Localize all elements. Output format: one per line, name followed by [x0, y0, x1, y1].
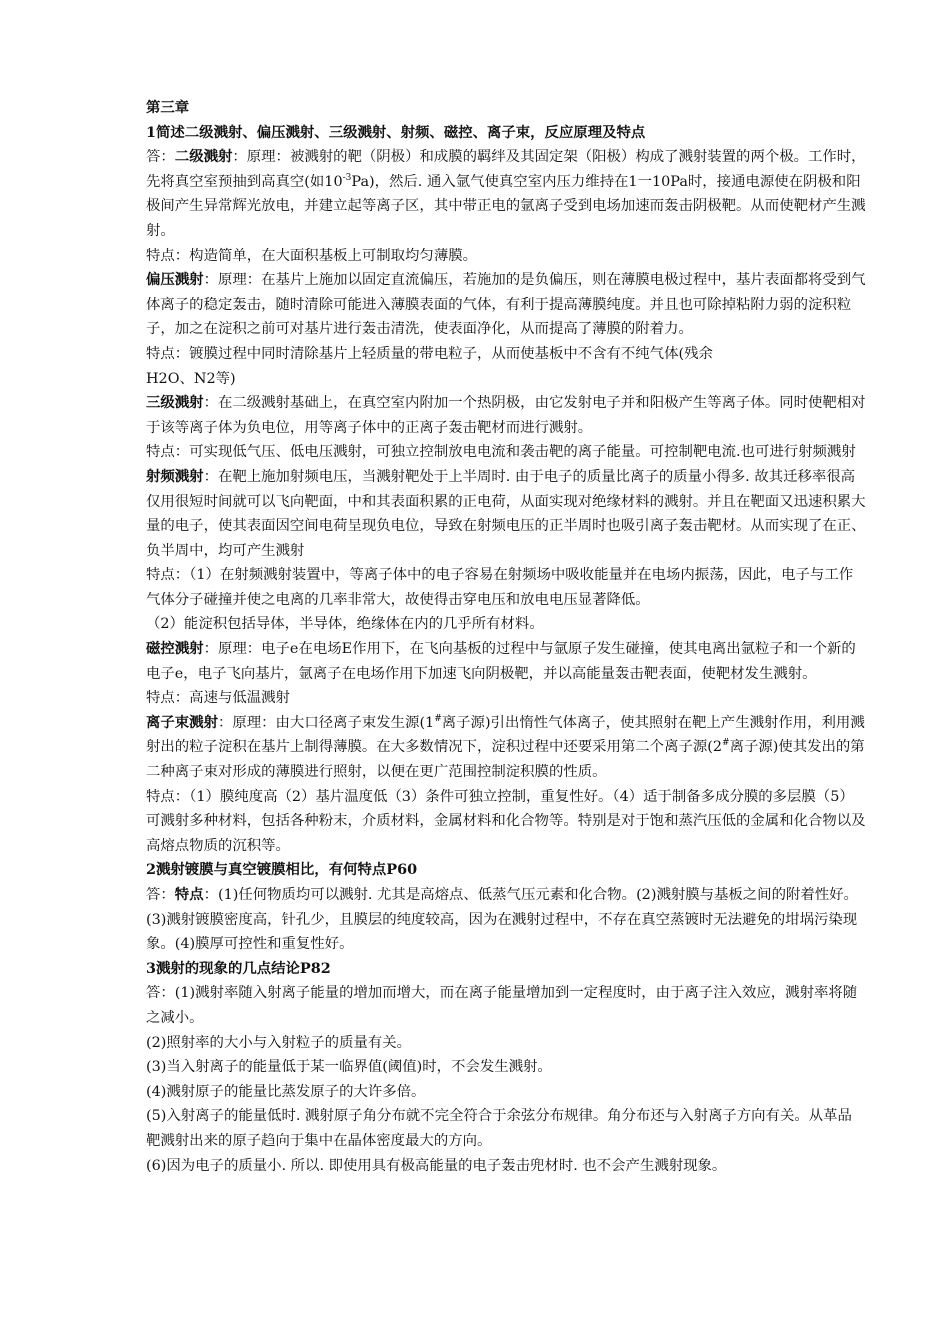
- feature-line: 特点：镀膜过程中同时清除基片上轻质量的带电粒子，从而使基板中不含有不纯气体(残余: [146, 345, 713, 362]
- question-3-title: 3溅射的现象的几点结论P82: [146, 959, 331, 977]
- paragraph-text: 离子源)引出惰性气体离子，使其照射在靶上产生溅射作用，利用溅射出的粒子淀积在基片上制得薄膜。在大多数情况下，淀积过程中还要采用第二个离子源(2: [146, 714, 865, 756]
- rf-sputtering-paragraph: [146, 465, 866, 563]
- answer-prefix: 答：: [146, 149, 175, 166]
- feature-line: 特点：构造简单，在大面积基板上可制取均匀薄膜。: [146, 247, 477, 264]
- paragraph-text: ：(1)任何物质均可以溅射. 尤其是高熔点、低蒸气压元素和化合物。(2)溅射膜与基板之间的附着性好。(3)溅射镀膜密度高，针孔少，且膜层的纯度较高，因为在溅射过程中，不存在真空蒸镀时无法避免的坩埚污染现象。(4)膜厚可控性和重复性好。: [146, 887, 858, 953]
- question-2-title: 2溅射镀膜与真空镀膜相比，有何特点P60: [146, 861, 418, 879]
- question-2-answer: [146, 883, 866, 957]
- conclusion-item: (3)当入射离子的能量低于某一临界值(阈值)时，不会发生溅射。: [146, 1059, 552, 1076]
- paragraph-text: 离子源)使其发出的第二种离子束对形成的薄膜进行照射，以便在更广范围控制淀积膜的性质。: [146, 739, 865, 781]
- superscript: #: [722, 738, 730, 749]
- bias-sputtering-paragraph: [146, 268, 866, 342]
- superscript: #: [434, 714, 442, 725]
- feature-line: 特点：高速与低温溅射: [146, 690, 290, 707]
- term-label: 射频溅射: [146, 467, 204, 485]
- ion-beam-sputtering-paragraph: [146, 711, 866, 785]
- paragraph-text: ：原理：由大口径离子束发生源(1: [217, 714, 435, 731]
- secondary-sputtering-paragraph: [146, 145, 866, 243]
- tertiary-sputtering-paragraph: [146, 391, 866, 440]
- paragraph-text: ：在二级溅射基础上，在真空室内附加一个热阴极，由它发射电子并和阳极产生等离子体。同时使靶相对于该等离子体为负电位，用等离子体中的正离子轰击靶材而进行溅射。: [146, 395, 866, 436]
- conclusion-item: (4)溅射原子的能量比蒸发原子的大许多倍。: [146, 1083, 426, 1100]
- feature-line: 特点：（1）膜纯度高（2）基片温度低（3）条件可独立控制，重复性好。（4）适于制备多成分膜的多层膜（5）可溅射多种材料，包括各种粉末，介质材料，金属材料和化合物等。特别是对于饱和蒸汽压低的金属和化合物以及高熔点物质的沉积等。: [146, 788, 866, 854]
- question-1-title: 1简述二级溅射、偏压溅射、三级溅射、射频、磁控、离子束，反应原理及特点: [146, 123, 646, 141]
- feature-line: 特点：可实现低气压、低电压溅射，可独立控制放电电流和袭击靶的离子能量。可控制靶电流.也可进行射频溅射: [146, 444, 856, 461]
- conclusion-item: (5)入射离子的能量低时. 溅射原子角分布就不完全符合于余弦分布规律。角分布还与入射离子方向有关。从革品靶溅射出来的原子趋向于集中在晶体密度最大的方向。: [146, 1108, 852, 1149]
- document-page: [146, 96, 866, 1178]
- paragraph-text: ：原理：在基片上施加以固定直流偏压，若施加的是负偏压，则在薄膜电极过程中，基片表面都将受到气体离子的稳定轰击，随时清除可能进入薄膜表面的气体，有利于提高薄膜纯度。并且也可除掉粘附力弱的淀积粒子，加之在淀积之前可对基片进行轰击清洗，使表面净化，从而提高了薄膜的附着力。: [146, 272, 866, 338]
- paragraph-text: ：原理：被溅射的靶（阴极）和成膜的羁绊及其固定架（阳极）构成了溅射装置的两个极。工作时，先将真空室预抽到高真空(如10: [146, 149, 866, 190]
- conclusion-item: 答：(1)溅射率随入射离子能量的增加而增大，而在离子能量增加到一定程度时，由于离子注入效应，溅射率将随之减小。: [146, 985, 858, 1026]
- term-label: 离子束溅射: [146, 713, 218, 731]
- term-label: 特点: [174, 886, 204, 903]
- exponent: -3: [342, 172, 352, 183]
- conclusion-item: (2)照射率的大小与入射粒子的质量有关。: [146, 1034, 412, 1051]
- feature-line: 特点：（1）在射频溅射装置中，等离子体中的电子容易在射频场中吸收能量并在电场内振荡，因此，电子与工作气体分子碰撞并使之电离的几率非常大，故使得击穿电压和放电电压显著降低。: [146, 567, 854, 608]
- magnetron-sputtering-paragraph: [146, 637, 866, 686]
- paragraph-text: ：原理：电子e在电场E作用下，在飞向基板的过程中与氩原子发生碰撞，使其电离出氩粒子和一个新的电子e，电子飞向基片，氩离子在电场作用下加速飞向阴极靶，并以高能量轰击靶表面，使靶材发生溅射。: [146, 641, 856, 682]
- feature-line: （2）能淀积包括导体，半导体，绝缘体在内的几乎所有材料。: [146, 616, 544, 633]
- paragraph-text: ：在靶上施加射频电压，当溅射靶处于上半周时. 由于电子的质量比离子的质量小得多. 故其迁移率很高仅用很短时间就可以飞向靶面，中和其表面积累的正电荷，从面实现对绝缘材料的溅射。并且在靶面又迅速积累大量的电子，使其表面因空间电荷呈现负电位，导致在射频电压的正半周时也吸引离子轰击靶材。从而实现了在正、负半周中，均可产生溅射: [146, 468, 866, 559]
- feature-line: H2O、N2等): [146, 370, 236, 387]
- term-label: 磁控溅射: [146, 640, 204, 658]
- answer-prefix: 答：: [146, 887, 175, 903]
- term-label: 三级溅射: [146, 394, 204, 412]
- paragraph-text: Pa)，然后. 通入氩气使真空室内压力维持在1一10Pa时，接通电源使在阴极和阳极间产生异常辉光放电，并建立起等离子区，其中带正电的氩离子受到电场加速而轰击阴极靶。从而使靶材产生溅射。: [146, 173, 866, 239]
- chapter-heading: 第三章: [146, 99, 190, 116]
- term-label: 偏压溅射: [146, 271, 204, 289]
- term-label: 二级溅射: [174, 148, 233, 166]
- conclusion-item: (6)因为电子的质量小. 所以. 即使用具有极高能量的电子轰击兜材时. 也不会产生溅射现象。: [146, 1157, 727, 1174]
